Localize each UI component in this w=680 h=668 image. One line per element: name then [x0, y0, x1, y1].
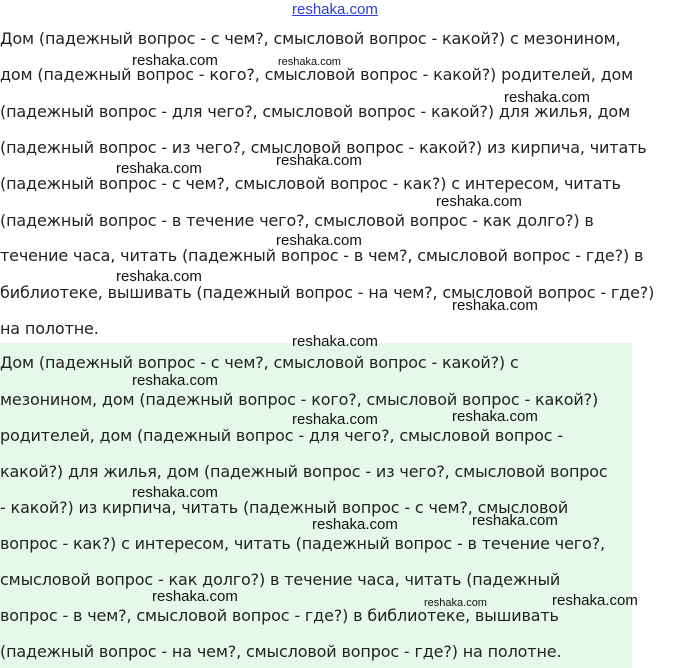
text-line: дом (падежный вопрос - кого?, смысловой вопрос - какой?) родителей, дом	[0, 65, 634, 84]
text-line: смысловой вопрос - как долго?) в течение часа, читать (падежный	[0, 570, 561, 589]
watermark: reshaka.com	[132, 372, 218, 389]
watermark: reshaka.com	[424, 597, 487, 609]
watermark: reshaka.com	[312, 516, 398, 533]
watermark: reshaka.com	[292, 333, 378, 350]
text-line: Дом (падежный вопрос - с чем?, смысловой вопрос - какой?) с мезонином,	[0, 29, 621, 48]
text-line: вопрос - как?) с интересом, читать (падежный вопрос - в течение чего?,	[0, 534, 605, 553]
watermark: reshaka.com	[452, 408, 538, 425]
watermark: reshaka.com	[292, 411, 378, 428]
text-line: (падежный вопрос - из чего?, смысловой вопрос - какой?) из кирпича, читать	[0, 138, 647, 157]
text-line: Дом (падежный вопрос - с чем?, смысловой вопрос - какой?) с	[0, 353, 519, 372]
text-line: на полотне.	[0, 319, 99, 338]
watermark: reshaka.com	[436, 193, 522, 210]
text-line: мезонином, дом (падежный вопрос - кого?, смысловой вопрос - какой?)	[0, 390, 599, 409]
watermark: reshaka.com	[452, 297, 538, 314]
watermark: reshaka.com	[132, 484, 218, 501]
watermark: reshaka.com	[116, 160, 202, 177]
watermark: reshaka.com	[152, 588, 238, 605]
text-line: течение часа, читать (падежный вопрос - в чем?, смысловой вопрос - где?) в	[0, 246, 644, 265]
text-line: (падежный вопрос - с чем?, смысловой вопрос - как?) с интересом, читать	[0, 174, 621, 193]
watermark: reshaka.com	[276, 152, 362, 169]
text-line: родителей, дом (падежный вопрос - для чего?, смысловой вопрос -	[0, 426, 563, 445]
text-line: какой?) для жилья, дом (падежный вопрос - из чего?, смысловой вопрос	[0, 462, 608, 481]
text-line: - какой?) из кирпича, читать (падежный вопрос - с чем?, смысловой	[0, 498, 569, 517]
watermark: reshaka.com	[276, 232, 362, 249]
text-line: (падежный вопрос - на чем?, смысловой вопрос - где?) на полотне.	[0, 642, 562, 661]
watermark: reshaka.com	[132, 52, 218, 69]
watermark: reshaka.com	[278, 56, 341, 68]
watermark: reshaka.com	[472, 512, 558, 529]
watermark: reshaka.com	[552, 592, 638, 609]
text-line: вопрос - в чем?, смысловой вопрос - где?) в библиотеке, вышивать	[0, 606, 559, 625]
watermark: reshaka.com	[504, 89, 590, 106]
watermark: reshaka.com	[116, 268, 202, 285]
text-line: (падежный вопрос - для чего?, смысловой вопрос - какой?) для жилья, дом	[0, 102, 630, 121]
text-line: библиотеке, вышивать (падежный вопрос - на чем?, смысловой вопрос - где?)	[0, 283, 655, 302]
text-line: (падежный вопрос - в течение чего?, смысловой вопрос - как долго?) в	[0, 211, 594, 230]
site-watermark-link[interactable]: reshaka.com	[292, 1, 378, 18]
